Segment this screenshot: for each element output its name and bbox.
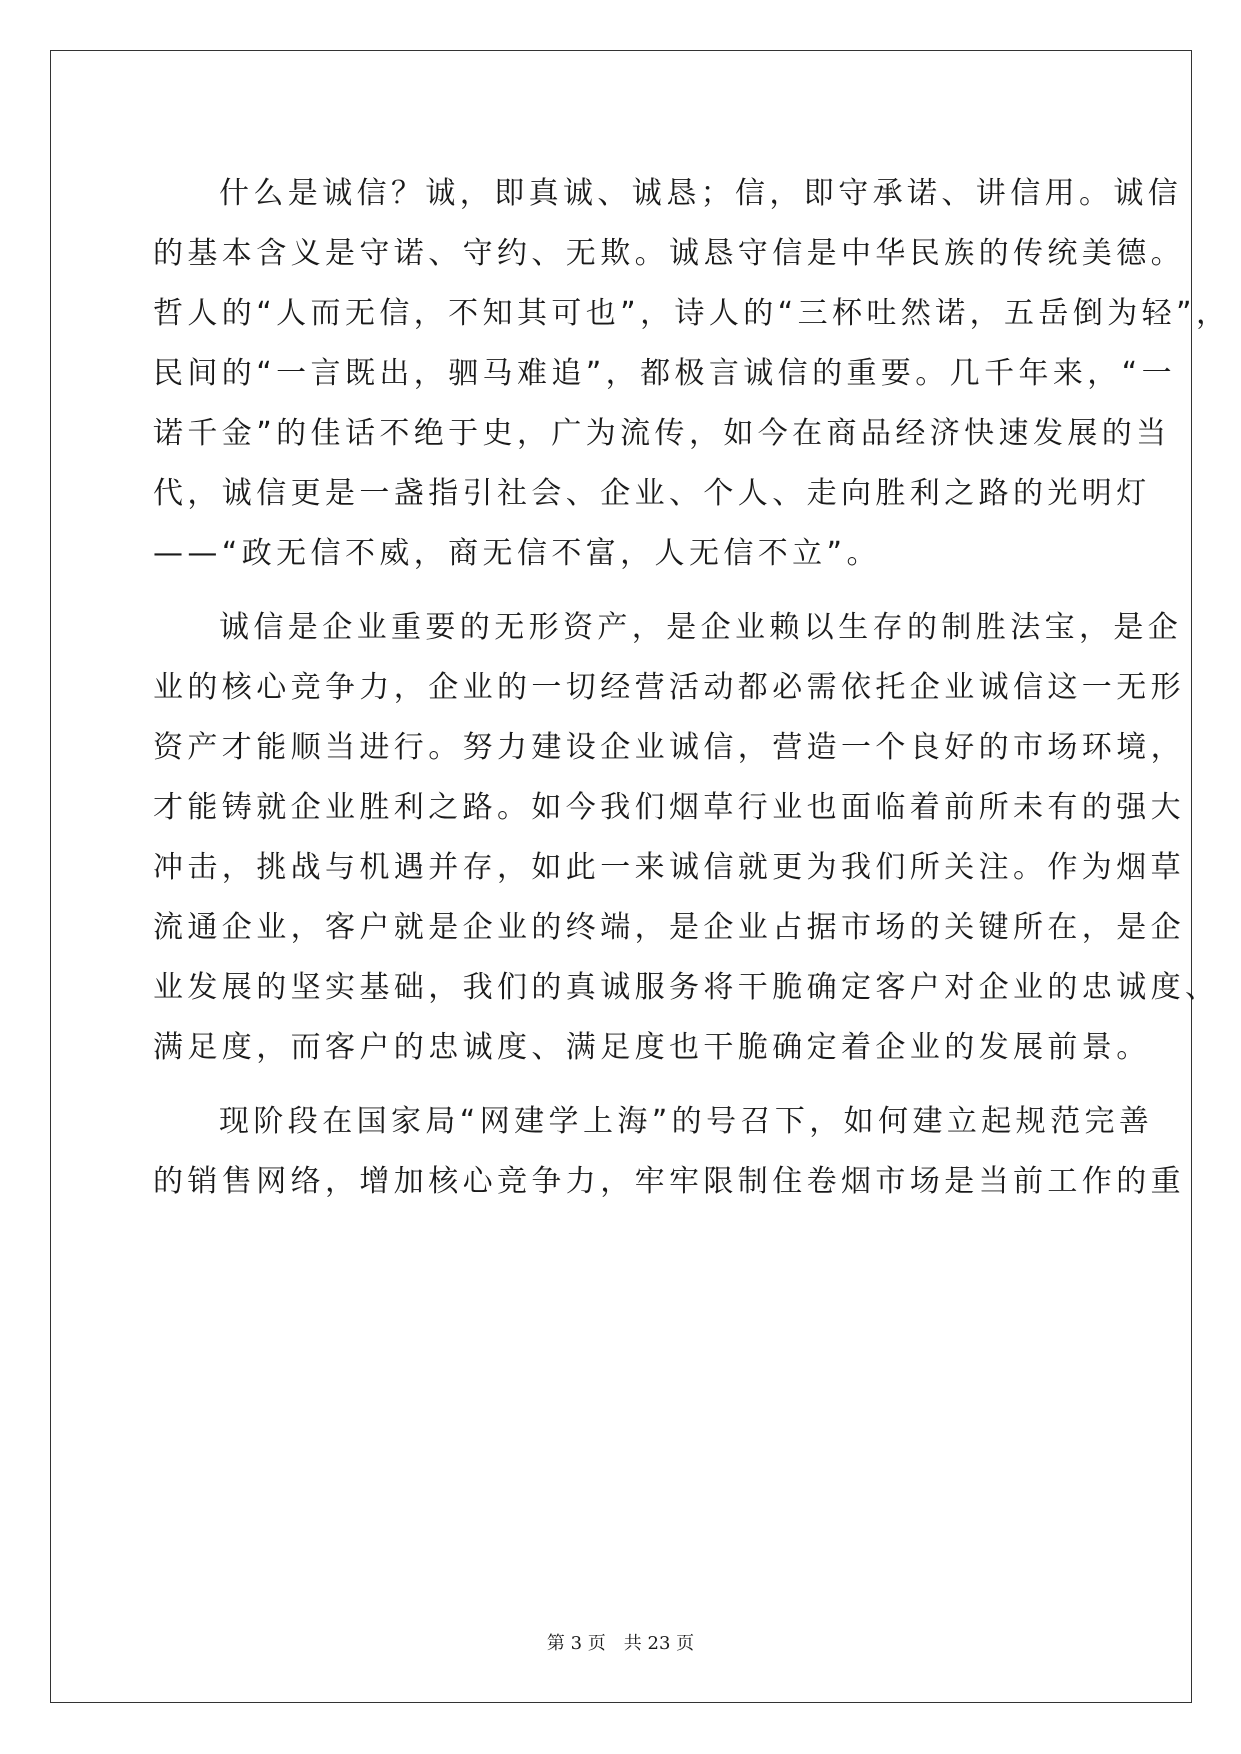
text-line: 的销售网络，增加核心竞争力，牢牢限制住卷烟市场是当前工作的重 [153, 1164, 1185, 1199]
text-line: 代，诚信更是一盏指引社会、企业、个人、走向胜利之路的光明灯 [153, 476, 1151, 511]
text-line: 资产才能顺当进行。努力建设企业诚信，营造一个良好的市场环境， [153, 730, 1185, 765]
document-body [153, 164, 1231, 1212]
text-line: 业发展的坚实基础，我们的真诚服务将干脆确定客户对企业的忠诚度、 [153, 970, 1220, 1005]
text-line: 诺千金”的佳话不绝于史，广为流传，如今在商品经济快速发展的当 [153, 416, 1171, 451]
text-line: 什么是诚信？诚，即真诚、诚恳；信，即守承诺、讲信用。诚信 [219, 176, 1183, 211]
text-line: 冲击，挑战与机遇并存，如此一来诚信就更为我们所关注。作为烟草 [153, 850, 1185, 885]
text-line: ——“政无信不威，商无信不富，人无信不立”。 [153, 536, 881, 571]
text-line: 现阶段在国家局“网建学上海”的号召下，如何建立起规范完善 [219, 1104, 1154, 1139]
text-line: 民间的“一言既出，驷马难追”，都极言诚信的重要。几千年来，“一 [153, 356, 1177, 391]
text-line: 流通企业，客户就是企业的终端，是企业占据市场的关键所在，是企 [153, 910, 1185, 945]
text-line: 才能铸就企业胜利之路。如今我们烟草行业也面临着前所未有的强大 [153, 790, 1185, 825]
text-line: 诚信是企业重要的无形资产，是企业赖以生存的制胜法宝，是企 [219, 610, 1183, 645]
text-line: 哲人的“人而无信，不知其可也”，诗人的“三杯吐然诺，五岳倒为轻”， [153, 296, 1231, 331]
text-line: 业的核心竞争力，企业的一切经营活动都必需依托企业诚信这一无形 [153, 670, 1185, 705]
text-line: 的基本含义是守诺、守约、无欺。诚恳守信是中华民族的传统美德。 [153, 236, 1185, 271]
text-line: 满足度，而客户的忠诚度、满足度也干脆确定着企业的发展前景。 [153, 1030, 1151, 1065]
page-number-footer: 第 3 页 共 23 页 [546, 1633, 695, 1654]
